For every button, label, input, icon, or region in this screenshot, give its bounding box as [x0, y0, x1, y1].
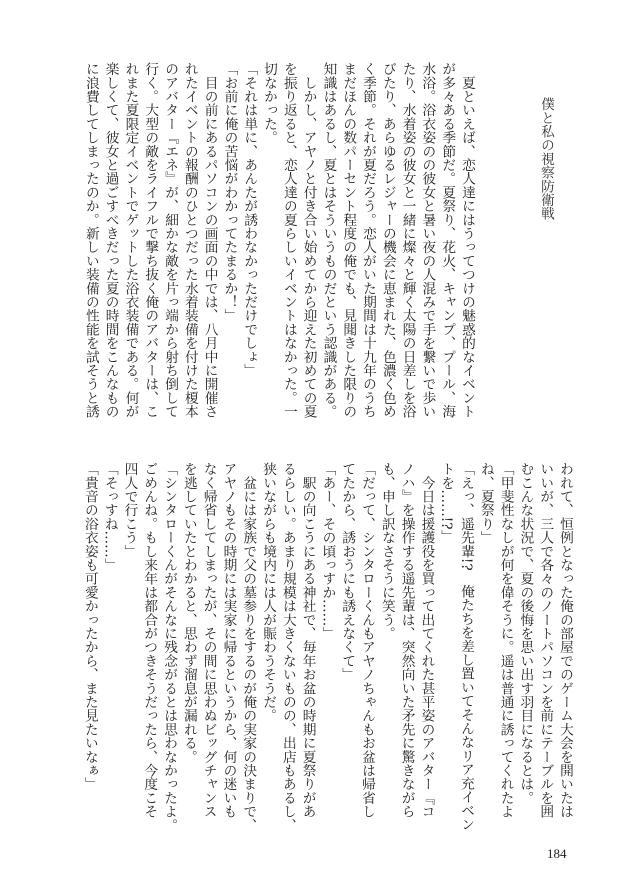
text-column: ね、夏祭り」 — [477, 462, 494, 545]
text-column: ノハ』を操作する遥先輩は、突然向いた矛先に驚きながら — [398, 462, 415, 819]
text-column: のアバター『エネ』が、細かな敵を片っ端から射ち倒して — [162, 62, 179, 419]
text-column: れまた夏限定イベントでゲットした浴衣装備である。何が — [122, 62, 139, 419]
text-column: 行く。大型の敵をライフルで撃ち抜く俺のアバターは、こ — [142, 62, 159, 419]
text-column: しかし、アヤノと付き合い始めてから迎えた初めての夏 — [300, 62, 317, 419]
text-column: なく帰省してしまったが、その間に思わぬビッグチャンス — [200, 462, 217, 819]
text-column: 夏といえば、恋人達にはうってつけの魅惑的なイベント — [459, 62, 475, 419]
text-column: 「甲斐性なしが何を偉そうに。遥は普通に誘ってくれたよ — [497, 462, 514, 819]
text-column: を振り返ると、恋人達の夏らしいイベントはなかった。一 — [280, 62, 297, 419]
text-column: 駅の向こうにある神社で、毎年お盆の時期に夏祭りがあ — [299, 462, 316, 819]
text-column: も、申し訳なさそうに笑う。 — [378, 462, 395, 641]
text-column: びたり、あらゆるレジャーの機会に恵まれた、色濃く色め — [379, 62, 396, 419]
text-column: く季節。それが夏だろう。恋人がいた期間は十九年のうち — [360, 62, 377, 419]
text-column: 「それは単に、あんたが誘わなかっただけでしょ」 — [241, 62, 258, 378]
text-column: 知識はあるし、夏とはそういうものだという認識がある。 — [320, 62, 337, 419]
text-column: 四人で行こう」 — [121, 462, 138, 558]
text-column: てたから、誘おうにも誘えなくて」 — [339, 462, 356, 682]
text-column: 「お前に俺の苦悩がわかってたまるか！」 — [221, 62, 238, 323]
text-column: 「あー、その頃っすか……」 — [319, 462, 336, 641]
text-column: ごめんね。もし来年は都合がつきそうだったら、今度こそ — [141, 462, 158, 819]
text-column: たり、水着姿の彼女と一緒に燦々と輝く太陽の日差しを浴 — [399, 62, 416, 419]
text-column: 水浴。浴衣姿のの彼女と暑い夜の人混みで手を繋いで歩い — [419, 62, 436, 419]
text-column: 「貴音の浴衣姿も可愛かったから、また見たいなぁ」 — [81, 462, 98, 791]
chapter-title: 僕と私の視察防衛戦 — [538, 97, 554, 221]
page-number: 184 — [547, 846, 567, 861]
text-column: 狭いながらも境内には人が賑わうそうだ。 — [260, 462, 277, 723]
text-column: アヤノもその時期には実家に帰るというから、何の迷いも — [220, 462, 237, 819]
text-column: むこんな状況で、夏の後悔を思い出す羽目になるとは。 — [517, 462, 534, 805]
text-column: いいが、三人で各々のノートパソコンを前にテーブルを囲 — [537, 462, 554, 819]
text-column: 盆には家族で父の墓参りをするのが俺の実家の決まりで、 — [240, 462, 257, 832]
text-block-bottom — [79, 462, 574, 832]
text-column: まだほんの数パーセント程度の俺でも、見聞きした限りの — [340, 62, 357, 419]
text-column: 楽しくて、彼女と過ごすべきだった夏の時間をこんなもの — [102, 62, 119, 419]
text-column: を逃していたとわかると、思わず溜息が漏れる。 — [180, 462, 197, 764]
text-column: 目の前にあるパソコンの画面の中では、八月中に開催さ — [201, 62, 218, 419]
text-column: われて、恒例となった俺の部屋でのゲーム大会を開いたは — [557, 462, 573, 819]
text-column: 切なかった。 — [261, 62, 278, 145]
text-column: るらしい。あまり規模は大きくないものの、出店もあるし、 — [279, 462, 296, 832]
text-column: に浪費してしまったのか。新しい装備の性能を試そうと誘 — [82, 62, 99, 419]
text-column: 「そっすね……」 — [101, 462, 118, 572]
text-column: 今日は援護役を買って出てくれた甚平姿のアバター『コ — [418, 462, 435, 819]
text-column: 「えっ、遥先輩!? 俺たちを差し置いてそんなリア充イベン — [458, 462, 475, 832]
text-column: 「だって、シンタローくんもアヤノちゃんもお盆は帰省し — [359, 462, 376, 819]
text-block-top — [80, 62, 476, 422]
text-column: が多々ある季節だ。夏祭り、花火、キャンプ、プール、海 — [439, 62, 456, 419]
text-column: 「シンタローくんがそんなに残念がるとは思わなかったよ。 — [161, 462, 178, 832]
text-column: トを……!?」 — [438, 462, 455, 544]
text-column: れたイベントの報酬のひとつだった水着装備を付けた榎本 — [181, 62, 198, 419]
